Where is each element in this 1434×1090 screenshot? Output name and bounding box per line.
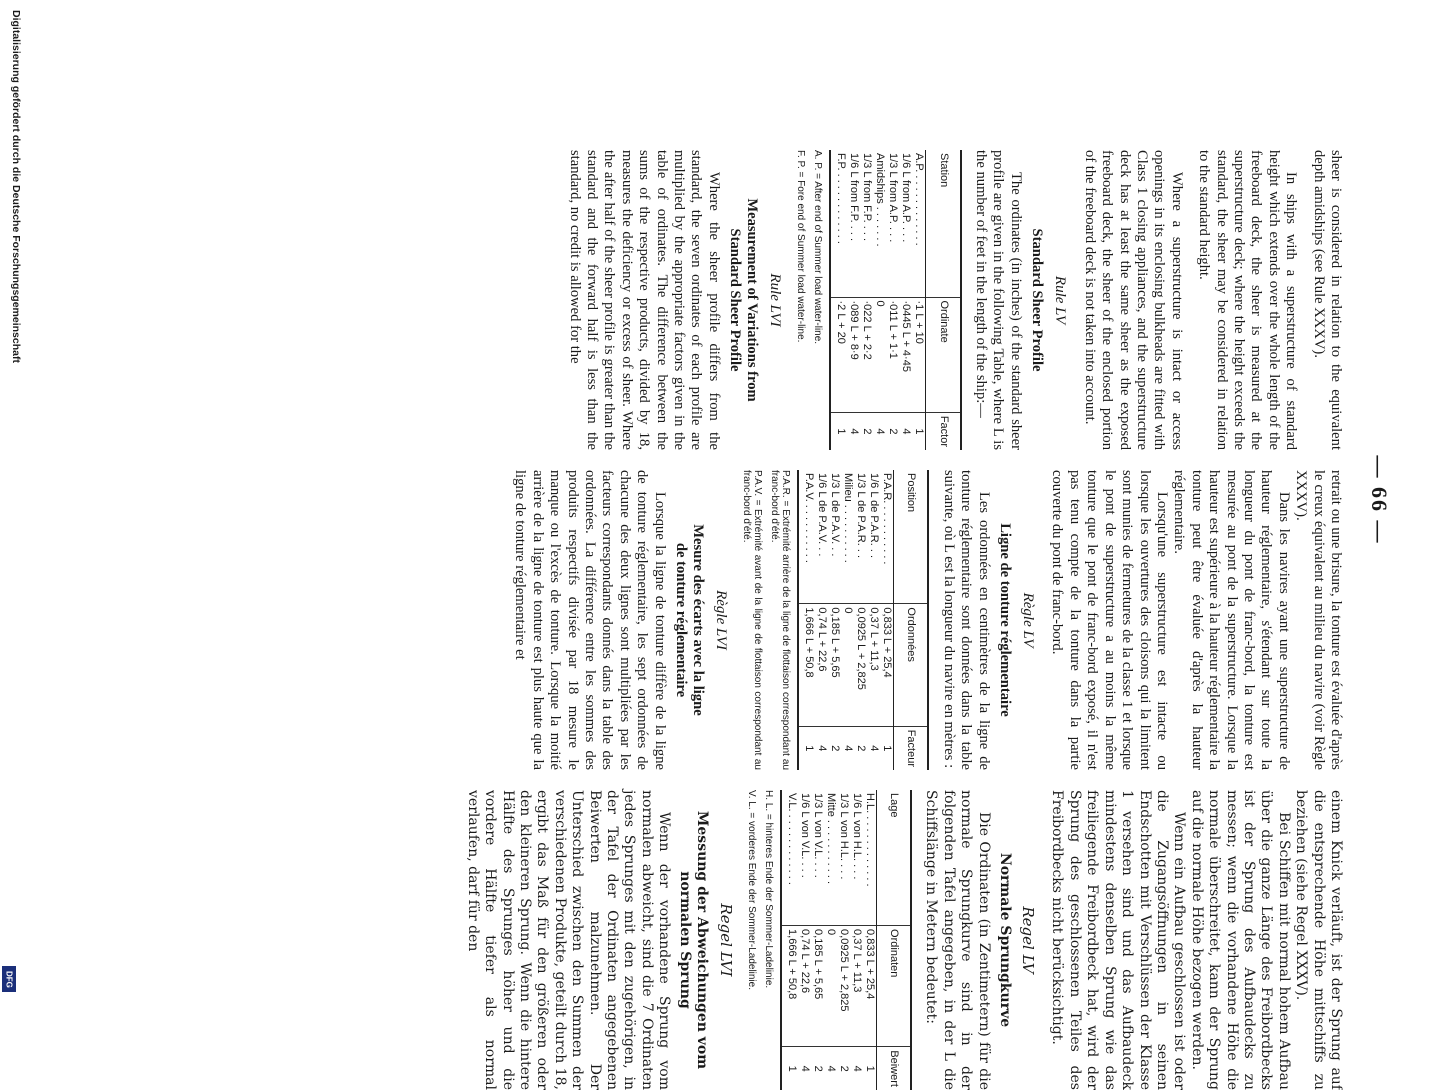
english-column (565, 150, 1344, 450)
fr-table-note: P.A.R. = Extrémité arrière de la ligne de flottaison correspondant au franc-bord d'été. (769, 470, 792, 770)
table-cell: 1/3 L von H.L. . . . (837, 793, 850, 880)
table-row (811, 790, 824, 1090)
table-cell: 1 (798, 726, 815, 770)
table-cell: A.P. . . . . . . . . . . . . (913, 153, 926, 246)
table-cell: P.A.V. . . . . . . . . . . (798, 470, 815, 604)
table-cell: 1/3 L from F.P. . . . (861, 153, 874, 242)
table-row (798, 790, 811, 1090)
heading-line: Messung der Abweichungen vom (694, 810, 711, 1070)
en-heading-sheer-profile: Standard Sheer Profile (1028, 228, 1045, 372)
table-cell: 4 (815, 726, 828, 770)
fr-rule-55: Règle LV (1020, 592, 1037, 648)
table-row (899, 150, 912, 450)
table-cell: 1/3 L von V.L. . . . (811, 793, 824, 878)
table-cell: 1/6 L from F.P. . . . (848, 153, 861, 242)
table-cell: 4 (899, 412, 912, 450)
table-cell: 2 (860, 412, 873, 450)
heading-line: normalen Sprung (677, 871, 694, 1009)
table-cell: 0,0925 L + 2,825 (854, 604, 867, 726)
de-paragraph-4: Wenn der vorhandene Sprung vom normalen abweicht, sind die 7 Ordinaten jedes Sprunges mit den zugehörigen, in der Tafel der Ordinaten angegebenen Beiwerten malzunehmen. Der Unterschied zwischen den Summen der verschiedenen Produkte, geteilt durch 18, ergibt das Maß für den größeren oder den kleineren Sprung. Wenn die hintere Hälfte des Sprunges höher und die vordere Hälfte tiefer als normal verlaufen, darf für den (464, 790, 673, 1090)
credit-text: Digitalisierung gefördert durch die Deutsche Forschungsgemeinschaft (10, 10, 22, 363)
table-cell: 1 (912, 412, 926, 450)
table-cell: ·1 L + 10 (912, 297, 926, 412)
table-cell: 0,0925 L + 2,825 (837, 926, 850, 1047)
table-row (798, 470, 815, 770)
table-cell: 4 (850, 1047, 863, 1090)
table-row (867, 470, 880, 770)
de-heading-sheer-profile: Normale Sprungkurve (996, 852, 1013, 1028)
table-cell: 2 (886, 412, 899, 450)
dfg-logo: DFG (2, 966, 16, 992)
table-cell: V.L. . . . . . . . . . . . . (781, 790, 798, 926)
table-header: Position (894, 470, 929, 604)
table-row (880, 470, 894, 770)
table-cell: 1/6 L von H.L. . . . (850, 793, 863, 880)
fr-paragraph-4: Lorsque la ligne de tonture diffère de la ligne de tonture réglementaire, les sept ordonnées de chacune des deux lignes sont multipliées par les facteurs correspondants donnés dans la table des ordonnées. La différence entre les sommes des produits respectifs divisée par 18 mesure le manque ou l'excès de tonture. Lorsque la moitié arrière de la ligne de tonture est plus haute que la ligne de tonture réglementaire et (512, 470, 668, 770)
table-row (860, 150, 873, 450)
de-paragraph-1: Bei Schiffen mit normal hohem Aufbau über die ganze Länge des Freibordbecks ist der Sprung des Aufbaudecks zu messen; wenn die vorhandene Höhe die normale überschreitet, kann der Sprung auf die normale Höhe bezogen werden. (1188, 790, 1292, 1090)
table-header: Ordinaten (876, 926, 911, 1047)
table-cell: ·2 L + 20 (830, 297, 847, 412)
table-cell: 1/6 L from A.P. . . . (900, 153, 913, 243)
table-cell: 1/3 L de P.A.R. . . (855, 473, 868, 558)
table-row (830, 150, 847, 450)
table-row (841, 470, 854, 770)
en-paragraph-1: In ships with a superstructure of standard height which extends over the whole length of the freeboard deck, the sheer is measured at the superstructure deck; where the height exceeds the standard, the sheer may be considered in relation to the standard height. (1196, 150, 1300, 450)
de-paragraph-2: Wenn ein Aufbau geschlossen ist oder die Zugangsöffnungen in seinen Endschotten mit Verschlüssen der Klasse 1 versehen sind und das Aufbaudeck mindestens denselben Sprung wie das freiliegende Freibordbeck hat, wird der Sprung des geschlossenen Teiles des Freibordbecks nicht berücksichtigt. (1049, 790, 1188, 1090)
table-cell: 0,185 L + 5,65 (811, 926, 824, 1047)
table-cell: H.L. . . . . . . . . . . . . (863, 793, 876, 887)
table-cell: 0 (824, 926, 837, 1047)
table-header: Ordinate (926, 297, 961, 412)
table-cell: ·022 L + 2·2 (860, 297, 873, 412)
de-rule-55: Regel LV (1019, 906, 1038, 974)
fr-rule-56: Règle LVI (713, 590, 730, 650)
en-paragraph-0: sheer is considered in relation to the equivalent depth amidships (see Rule XXXV). (1310, 150, 1344, 450)
table-cell: 1/6 L von V.L. . . . (798, 793, 811, 878)
table-row (850, 790, 863, 1090)
en-table-note: F. P. = Fore end of Summer load water-line. (795, 150, 807, 343)
table-cell: 2 (811, 1047, 824, 1090)
table-cell: 0,833 L + 25,4 (880, 604, 894, 726)
table-row (824, 790, 837, 1090)
table-cell: 4 (847, 412, 860, 450)
table-cell: 1/6 L de P.A.R. . . (868, 473, 881, 558)
table-cell: 1/3 L de P.A.V. . . (829, 473, 842, 557)
table-cell: 1 (880, 726, 894, 770)
table-row (815, 470, 828, 770)
heading-line: Measurement of Variations from (743, 198, 760, 402)
table-cell: Mitte . . . . . . . . . . . (824, 793, 837, 885)
en-paragraph-4: Where the sheer profile differs from the standard, the seven ordinates of each profile are multiplied by the appropriate factors given in the table of ordinates. The difference between the sums of the respective products, divided by 18, measures the deficiency or excess of sheer. Where the after half of the sheer profile is greater than the standard and the forward half is less than the standard, no credit is allowed for the (566, 150, 722, 450)
table-row (837, 790, 850, 1090)
fr-heading-sheer-profile: Ligne de tonture réglementaire (996, 523, 1013, 717)
de-paragraph-3: Die Ordinaten (in Zentimetern) für die normale Sprungkurve sind in der folgenden Tafel angegeben, in der L die Schiffslänge in Metern bedeutet: (923, 790, 992, 1090)
table-cell: Milieu . . . . . . . . . . (842, 473, 855, 563)
de-paragraph-0: einem Knick verläuft, ist der Sprung auf die entsprechende Höhe mittschiffs zu beziehen (siehe Regel XXXV). (1293, 790, 1344, 1090)
table-row (847, 150, 860, 450)
table-cell: 0 (841, 604, 854, 726)
fr-paragraph-0: retrait ou une brisure, la tonture est évaluée d'après le creux équivalent au milieu du navire (voir Règle XXXV). (1293, 470, 1344, 770)
table-cell: 1,666 L + 50,8 (781, 926, 798, 1047)
table-cell: 0,37 L + 11,3 (850, 926, 863, 1047)
table-cell: 1/3 L from A.P. . . . (887, 153, 900, 243)
table-row (886, 150, 899, 450)
en-paragraph-2: Where a superstructure is intact or access openings in its enclosing bulkheads are fitted with Class 1 closing appliances, and the superstructure deck has at least the same sheer as the exposed freeboard deck, the sheer of the enclosed portion of the freeboard deck is not taken into account. (1081, 150, 1185, 450)
en-rule-56: Rule LVI (767, 273, 784, 327)
table-cell: 1 (830, 412, 847, 450)
table-cell: 2 (837, 1047, 850, 1090)
heading-line: Mesure des écarts avec la ligne (689, 524, 706, 716)
fr-paragraph-3: Les ordonnées en centimètres de la ligne de tonture réglementaire sont données dans la table suivante, où L est la longueur du navire en mètres : (940, 470, 992, 770)
table-row (873, 150, 886, 450)
page-number: — 66 — (1367, 455, 1392, 545)
de-ordinate-table (780, 790, 912, 1090)
de-rule-56: Regel LVI (716, 903, 735, 977)
table-cell: Amidships . . . . . . . (874, 153, 887, 247)
table-cell: 1/6 L de P.A.V. . . (816, 473, 829, 557)
table-header: Station (926, 150, 961, 297)
table-cell: 4 (824, 1047, 837, 1090)
table-cell: 0,833 L + 25,4 (863, 926, 877, 1047)
table-header: Ordonnées (894, 604, 929, 726)
fr-ordinate-table (797, 470, 929, 770)
en-heading-variations (726, 150, 760, 450)
en-ordinate-table (829, 150, 961, 450)
table-cell: 4 (867, 726, 880, 770)
table-cell: P.A.R. . . . . . . . . . . (881, 473, 894, 565)
table-cell: 4 (873, 412, 886, 450)
de-heading-variations (676, 790, 710, 1090)
french-column (511, 470, 1344, 770)
table-cell: 4 (798, 1047, 811, 1090)
table-cell: 2 (828, 726, 841, 770)
en-rule-55: Rule LV (1052, 275, 1069, 325)
table-cell: F.P. . . . . . . . . . . . . (830, 150, 847, 297)
de-table-note: H. L. = hinteres Ende der Sommer-Ladelinie. (762, 790, 774, 989)
table-cell: ·011 L + 1·1 (886, 297, 899, 412)
german-column (463, 790, 1344, 1090)
table-header: Facteur (894, 726, 929, 770)
table-cell: 1 (863, 1047, 877, 1090)
table-cell: 0,37 L + 11,3 (867, 604, 880, 726)
table-cell: 1 (781, 1047, 798, 1090)
table-cell: ·089 L + 8·9 (847, 297, 860, 412)
fr-paragraph-2: Lorsqu'une superstructure est intacte ou lorsque les ouvertures des cloisons qui la limitent sont munies de fermetures de la classe 1 et lorsque le pont de superstructure a au moins la même tonture que le pont de franc-bord exposé, il n'est pas tenu compte de la tonture dans la partie couverte du pont de franc-bord. (1049, 470, 1170, 770)
fr-table-note: P.A.V. = Extrémité avant de la ligne de flottaison correspondant au franc-bord d'été. (741, 470, 764, 770)
table-row (912, 150, 926, 450)
table-cell: 1,666 L + 50,8 (798, 604, 815, 726)
table-header: Factor (926, 412, 961, 450)
table-cell: 2 (854, 726, 867, 770)
table-cell: 4 (841, 726, 854, 770)
table-cell: ·0445 L + 4·45 (899, 297, 912, 412)
table-header: Lage (876, 790, 911, 926)
de-table-note: V. L. = vorderes Ende der Sommer-Ladelinie. (745, 790, 757, 991)
table-row (828, 470, 841, 770)
table-cell: 0,74 L + 22,6 (815, 604, 828, 726)
table-cell: 0,74 L + 22,6 (798, 926, 811, 1047)
heading-line: de tonture réglementaire (672, 542, 689, 698)
fr-heading-variations (672, 470, 706, 770)
table-header: Beiwert (876, 1047, 911, 1090)
table-cell: 0 (873, 297, 886, 412)
table-row (781, 790, 798, 1090)
heading-line: Standard Sheer Profile (726, 228, 743, 372)
en-paragraph-3: The ordinates (in inches) of the standard sheer profile are given in the following Table, where L is the number of feet in the length of the ship:— (973, 150, 1024, 450)
table-cell: 0,185 L + 5,65 (828, 604, 841, 726)
en-table-note: A. P. = After end of Summer load water-line. (812, 150, 824, 345)
table-row (854, 470, 867, 770)
fr-paragraph-1: Dans les navires ayant une superstructure de hauteur réglementaire, s'étendant sur toute la longueur du pont de franc-bord, la tonture est mesurée au pont de la superstructure. Lorsque la hauteur est supérieure à la hauteur réglementaire la tonture peut être évaluée d'après la hauteur réglementaire. (1171, 470, 1292, 770)
table-row (863, 790, 877, 1090)
